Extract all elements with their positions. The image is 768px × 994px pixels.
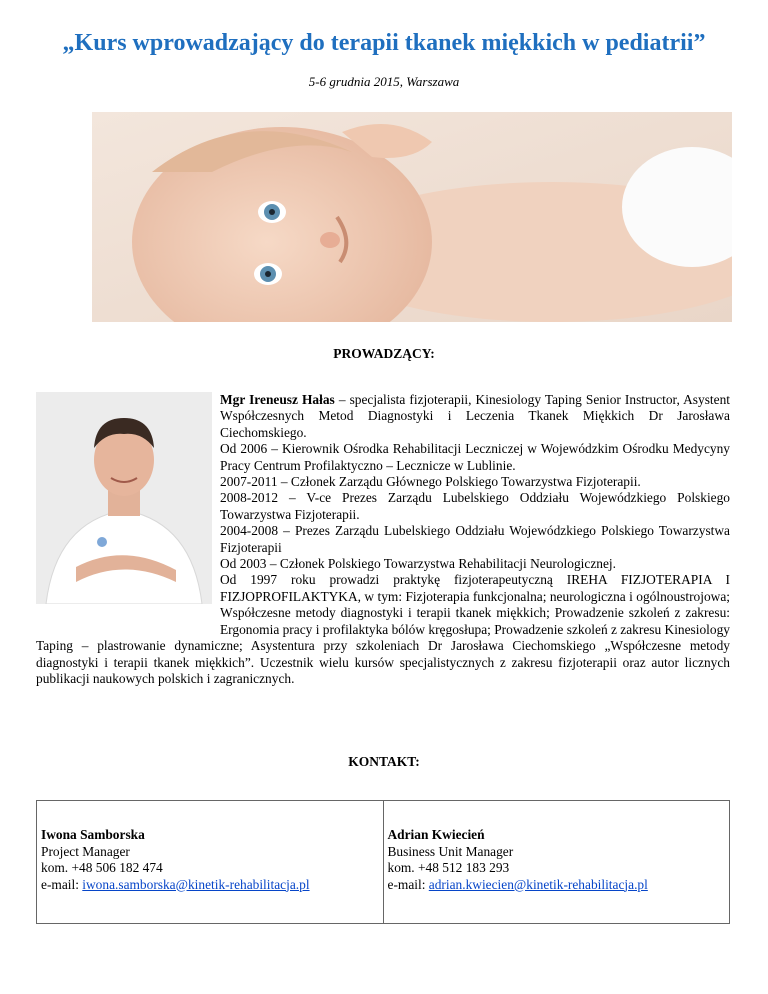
bio-line: Od 2003 – Członek Polskiego Towarzystwa Rehabilitacji Neurologicznej. (220, 556, 616, 572)
contact-name: Adrian Kwiecień (387, 827, 485, 842)
bio-line: 2007-2011 – Członek Zarządu Głównego Polskiego Towarzystwa Fizjoterapii. (220, 474, 641, 490)
contact-phone: kom. +48 512 183 293 (387, 860, 510, 875)
bio-intro-text: – specjalista fizjoterapii, Kinesiology Taping Senior Instructor, Asystent Współczesnych Metod Diagnostyki i Leczenia Tkanek Miękkich Dr Jarosława Ciechomskiego. (220, 392, 730, 440)
instructor-bio (36, 392, 730, 687)
contact-role: Project Manager (41, 843, 130, 859)
instructor-name: Mgr Ireneusz Hałas (220, 392, 335, 407)
bio-line: Od 1997 roku prowadzi praktykę fizjoterapeutyczną IREHA FIZJOTERAPIA I FIZJOPROFILAKTYKA, w tym: Fizjoterapia funkcjonalna; neurologiczna i ogólnoustrojowa; Współczesne metody diagnostyki i terapii tkanek miękkich; Prowadzenie szkoleń z zakresu: Ergonomia pracy i profilaktyka bólów kręgosłupa; Prowadzenie szkoleń z zakresu Kinesiology Taping – plastrowanie dynamiczne; Asystentura przy szkoleniach Dr Jarosława Ciechomskiego „Współczesne metody diagnostyki i terapii tkanek miękkich”. Uczestnik wielu kursów specjalistycznych z zakresu fizjoterapii oraz autor licznych publikacji naukowych polskich i zagranicznych. (36, 572, 730, 686)
contact-heading: KONTAKT: (348, 754, 420, 769)
contact-email-row (388, 877, 728, 894)
hero-baby-photo (92, 112, 732, 322)
contact-phone: kom. +48 506 182 474 (41, 860, 163, 875)
email-link[interactable]: adrian.kwiecien@kinetik-rehabilitacja.pl (428, 876, 648, 892)
email-link[interactable]: iwona.samborska@kinetik-rehabilitacja.pl (82, 876, 310, 892)
document-title: „Kurs wprowadzający do terapii tkanek miękkich w pediatrii” (62, 30, 706, 56)
contact-role: Business Unit Manager (387, 843, 514, 859)
instructor-heading: PROWADZĄCY: (333, 346, 435, 361)
contact-email-row (41, 877, 381, 894)
contact-card (37, 801, 384, 923)
email-prefix: e-mail: (387, 876, 429, 892)
bio-line: 2004-2008 – Prezes Zarządu Lubelskiego Oddziału Wojewódzkiego Polskiego Towarzystwa Fizjoterapii (220, 523, 730, 555)
event-date-location: 5-6 grudnia 2015, Warszawa (308, 74, 460, 89)
contact-card (384, 801, 730, 923)
contact-name: Iwona Samborska (41, 827, 145, 842)
bio-line: 2008-2012 – V-ce Prezes Zarządu Lubelskiego Oddziału Wojewódzkiego Polskiego Towarzystwa Fizjoterapii. (220, 490, 730, 522)
contact-table (36, 800, 730, 924)
bio-line: Od 2006 – Kierownik Ośrodka Rehabilitacji Leczniczej w Wojewódzkim Ośrodku Medycyny Pracy Centrum Profilaktyczno – Lecznicze w Lublinie. (220, 441, 730, 473)
email-prefix: e-mail: (41, 876, 83, 892)
